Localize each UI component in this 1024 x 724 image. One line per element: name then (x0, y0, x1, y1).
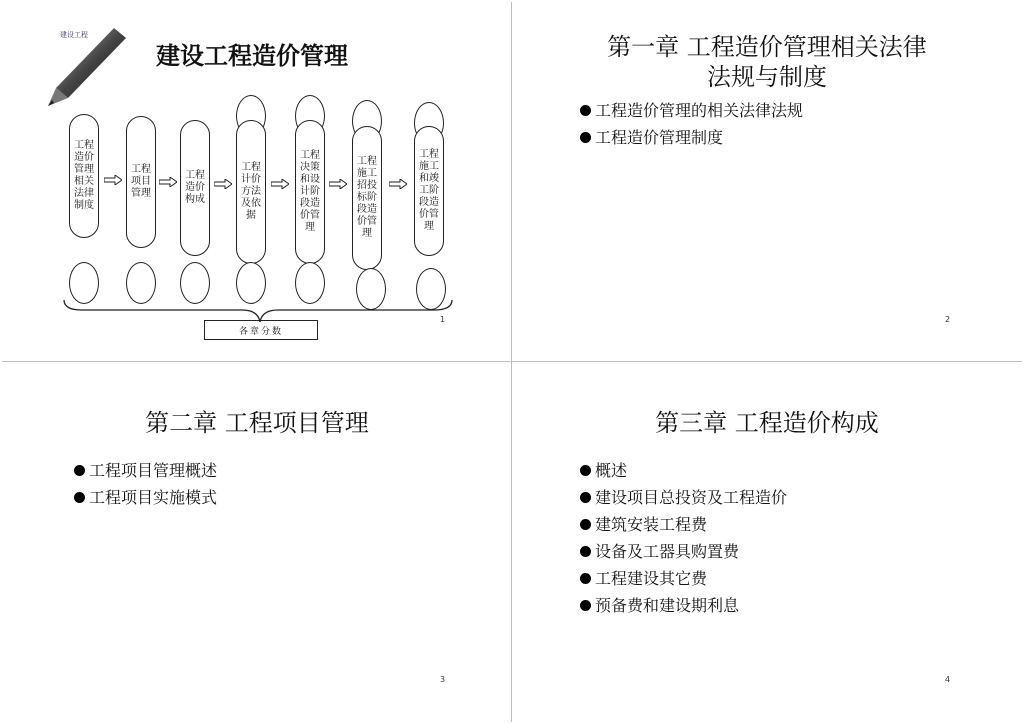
logo-text: 建设工程 (60, 31, 88, 39)
chapter-chip-5[interactable]: 工程决策和设计阶段造价管理 (295, 120, 325, 264)
arrow-1 (104, 175, 122, 185)
score-label-box: 各章分数 (204, 320, 318, 340)
bullet-item: 设备及工器具购置费 (580, 538, 787, 565)
bullet-dot-icon (580, 546, 591, 557)
bullet-item: 工程建设其它费 (580, 565, 787, 592)
arrow-4 (271, 179, 289, 189)
page-number: 2 (945, 315, 951, 324)
arrow-5 (329, 179, 347, 189)
slide-2-title-line-1: 第一章 工程造价管理相关法律 (607, 33, 927, 61)
arrow-6 (389, 179, 407, 189)
bullet-dot-icon (74, 465, 85, 476)
chapter-chip-6[interactable]: 工程施工招投标阶段造价管理 (352, 126, 382, 270)
page-number: 1 (440, 315, 446, 324)
bullet-item: 工程造价管理的相关法律法规 (580, 97, 803, 124)
bullet-dot-icon (74, 492, 85, 503)
chapter-chip-1[interactable]: 工程造价管理相关法律制度 (69, 114, 99, 238)
bullet-dot-icon (580, 132, 591, 143)
slide-3[interactable] (2, 362, 512, 722)
bullet-item: 概述 (580, 457, 787, 484)
bullet-item: 工程造价管理制度 (580, 124, 803, 151)
slide-1[interactable] (2, 2, 512, 362)
arrow-3 (214, 179, 232, 189)
bullet-dot-icon (580, 600, 591, 611)
chapter-chip-7[interactable]: 工程施工和竣工阶段造价管理 (414, 126, 444, 256)
page-number: 3 (440, 675, 446, 684)
arrow-2 (159, 177, 177, 187)
slide-2[interactable] (512, 2, 1022, 362)
bullet-item: 工程项目实施模式 (74, 484, 217, 511)
slide-1-title: 建设工程造价管理 (156, 42, 348, 70)
bullet-dot-icon (580, 105, 591, 116)
page-number: 4 (945, 675, 951, 684)
chapter-chip-3[interactable]: 工程造价构成 (180, 120, 210, 256)
bullet-dot-icon (580, 492, 591, 503)
bullet-item: 预备费和建设期利息 (580, 592, 787, 619)
bullet-item: 工程项目管理概述 (74, 457, 217, 484)
bullet-dot-icon (580, 519, 591, 530)
slide-4-title: 第三章 工程造价构成 (655, 409, 879, 437)
bullet-list (580, 97, 803, 151)
bullet-list (74, 457, 217, 511)
bullet-dot-icon (580, 573, 591, 584)
bullet-item: 建设项目总投资及工程造价 (580, 484, 787, 511)
chapter-chip-4[interactable]: 工程计价方法及依据 (236, 120, 266, 264)
chapter-chip-2[interactable]: 工程项目管理 (126, 116, 156, 248)
bullet-list (580, 457, 787, 619)
slide-2-title-line-2: 法规与制度 (707, 63, 827, 91)
slide-4[interactable] (512, 362, 1022, 722)
bullet-item: 建筑安装工程费 (580, 511, 787, 538)
bullet-dot-icon (580, 465, 591, 476)
slide-3-title: 第二章 工程项目管理 (145, 409, 369, 437)
